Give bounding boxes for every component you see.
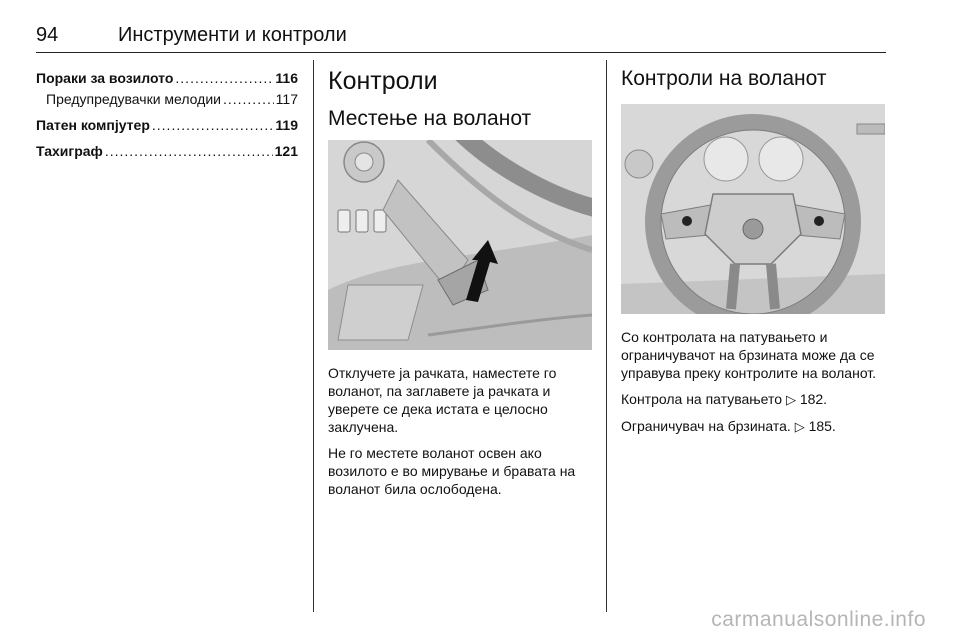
toc-entry-trip-computer[interactable]: Патен компјутер ..... 119 xyxy=(36,117,298,143)
column-divider-2 xyxy=(606,60,607,612)
steering-wheel-illustration xyxy=(621,104,885,314)
toc-entry-tachograph[interactable]: Тахиграф ..... 121 xyxy=(36,143,298,169)
arrow-reference-icon: ▷ xyxy=(785,392,796,407)
reference-cruise-control[interactable]: Контрола на патувањето ▷ 182. xyxy=(621,391,828,407)
steering-lever-illustration xyxy=(328,140,592,350)
page-header xyxy=(36,18,886,53)
page-number: 94 xyxy=(36,24,59,46)
column-divider-1 xyxy=(313,60,314,612)
site-watermark: carmanualsonline.info xyxy=(711,608,926,631)
paragraph-adjust-warning: Не го местете воланот освен ако возилото е во мирување и бравата на воланот била ослободена. xyxy=(328,445,576,497)
column-steering-wheel-controls xyxy=(621,64,885,444)
toc-leader-dots xyxy=(223,91,274,107)
toc-entry-vehicle-messages[interactable]: Пораки за возилото ..... 116 xyxy=(36,70,298,96)
toc-leader-dots xyxy=(105,143,273,159)
paragraph-controls-description: Со контролата на патувањето и ограничувачот на брзината може да се управува преку контролите на воланот. xyxy=(621,329,877,381)
toc-leader-dots xyxy=(152,117,274,133)
toc-entry-warning-chimes[interactable]: Предупредувачки мелодии ..... 117 xyxy=(36,91,298,113)
section-title-steering-controls: Контроли на воланот xyxy=(621,67,827,90)
column-steering-adjustment xyxy=(328,64,592,506)
paragraph-adjust-instruction: Отклучете ја рачката, наместете го воланот, па заглавете ја рачката и уверете се дека истата е целосно заклучена. xyxy=(328,365,557,435)
arrow-reference-icon: ▷ xyxy=(794,419,805,434)
chapter-title: Инструменти и контроли xyxy=(118,24,347,46)
subsection-title: Местење на воланот xyxy=(328,107,532,130)
table-of-contents xyxy=(36,70,298,169)
section-title: Контроли xyxy=(328,67,438,95)
toc-leader-dots xyxy=(175,70,273,86)
reference-speed-limiter[interactable]: Ограничувач на брзината. ▷ 185. xyxy=(621,418,836,434)
